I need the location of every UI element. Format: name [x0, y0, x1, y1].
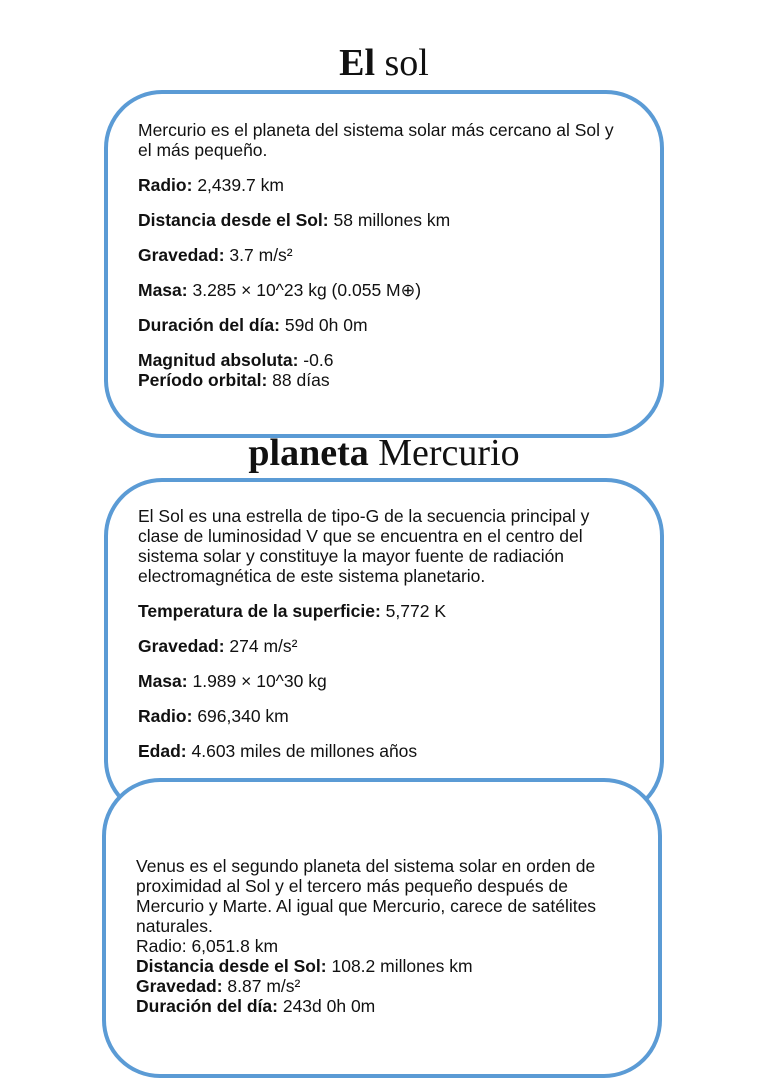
venus-fact-distancia: Distancia desde el Sol: 108.2 millones km: [136, 956, 473, 976]
venus-intro: Venus es el segundo planeta del sistema solar en orden de proximidad al Sol y el tercero más pequeño después de Mercurio y Marte. Al igual que Mercurio, carece de satélites naturales.: [136, 856, 597, 936]
title-planeta-bold: planeta: [248, 432, 369, 474]
mercurio-fact-gravedad: Gravedad: 3.7 m/s²: [138, 245, 293, 265]
mercurio-intro: Mercurio es el planeta del sistema solar más cercano al Sol y el más pequeño.: [138, 120, 614, 160]
title-el-sol: [0, 44, 768, 82]
venus-card: [102, 778, 662, 1078]
mercurio-card: [104, 90, 664, 438]
mercurio-fact-radio: Radio: 2,439.7 km: [138, 175, 284, 195]
title-el-sol-bold: El: [339, 42, 376, 84]
sol-intro: El Sol es una estrella de tipo-G de la secuencia principal y clase de luminosidad V que se encuentra en el centro del sistema solar y constituye la mayor fuente de radiación electromagnética de este sistema planetario.: [138, 506, 590, 586]
mercurio-fact-masa: Masa: 3.285 × 10^23 kg (0.055 M⊕): [138, 280, 422, 300]
sol-fact-temperatura: Temperatura de la superficie: 5,772 K: [138, 601, 447, 621]
sol-fact-radio: Radio: 696,340 km: [138, 706, 289, 726]
sol-fact-gravedad: Gravedad: 274 m/s²: [138, 636, 298, 656]
sol-fact-masa: Masa: 1.989 × 10^30 kg: [138, 671, 327, 691]
title-el-sol-normal: sol: [384, 42, 429, 84]
venus-radio: Radio: 6,051.8 km: [136, 936, 279, 956]
venus-fact-gravedad: Gravedad: 8.87 m/s²: [136, 976, 301, 996]
mercurio-fact-magnitud: Magnitud absoluta: -0.6: [138, 350, 334, 370]
title-planeta-mercurio: [0, 434, 768, 472]
mercurio-fact-periodo: Período orbital: 88 días: [138, 370, 330, 390]
title-mercurio-normal: Mercurio: [378, 432, 520, 474]
mercurio-fact-duracion: Duración del día: 59d 0h 0m: [138, 315, 368, 335]
sol-card: [104, 478, 664, 818]
mercurio-fact-distancia: Distancia desde el Sol: 58 millones km: [138, 210, 451, 230]
venus-fact-duracion: Duración del día: 243d 0h 0m: [136, 996, 376, 1016]
sol-fact-edad: Edad: 4.603 miles de millones años: [138, 741, 418, 761]
